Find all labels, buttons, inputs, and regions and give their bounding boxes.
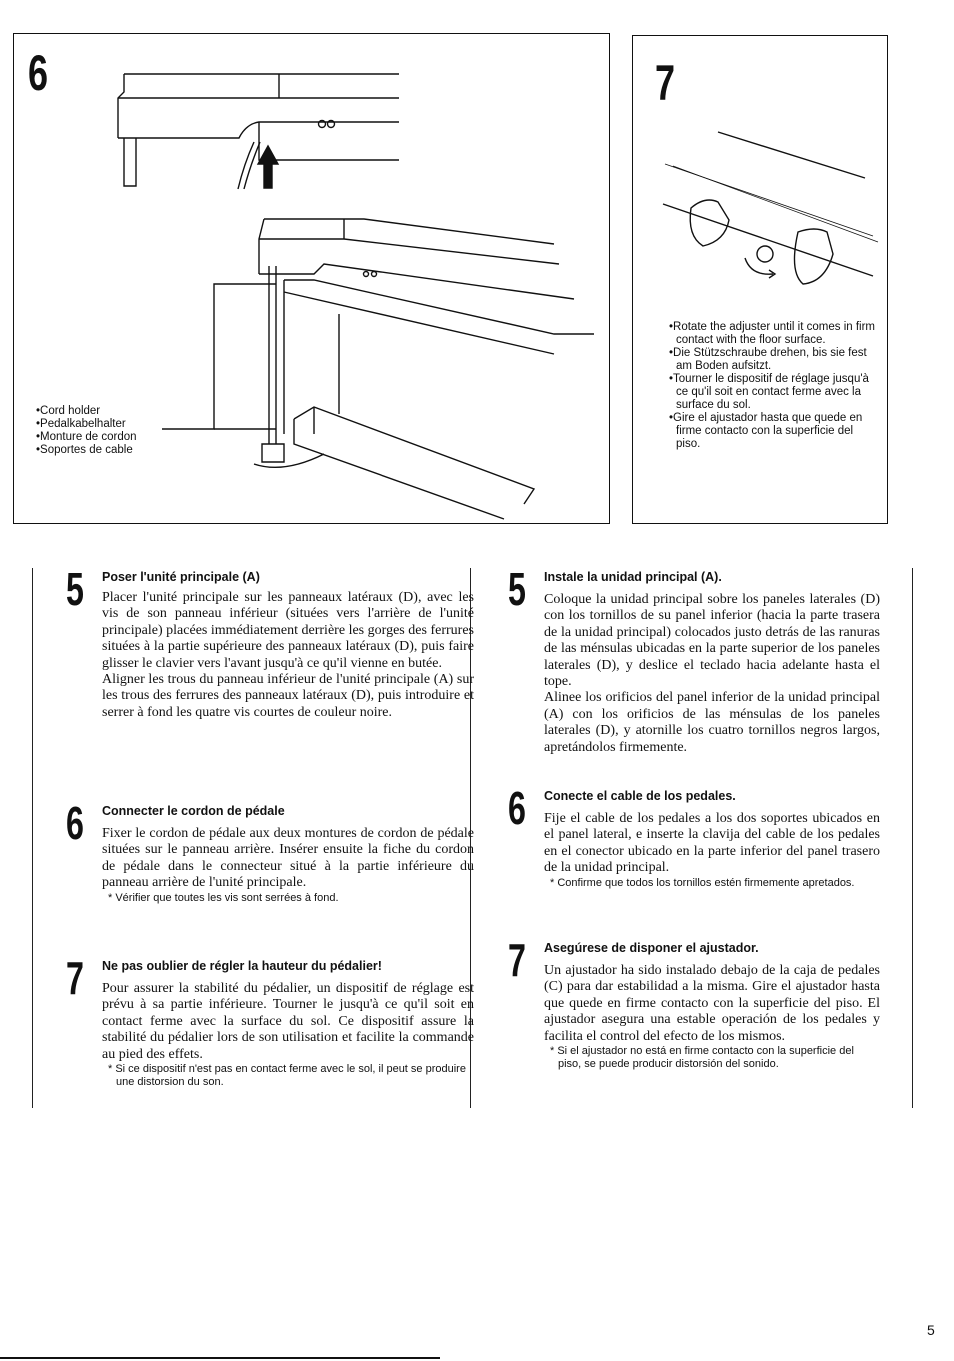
- paragraph: Fixer le cordon de pédale aux deux montures de cordon de pédale situées sur le panneau arrière. Insérer ensuite la fiche du cordon de pédale dans le connecteur situé à la partie inférieure du panneau arrière de l'unité principale.: [102, 826, 474, 891]
- instruction-spanish: •Gire el ajustador hasta que quede en firme contacto con la superficie del piso.: [669, 412, 863, 450]
- instruction-french: •Tourner le dispositif de réglage jusqu'à ce qu'il soit en contact ferme avec la surface du sol.: [669, 373, 869, 411]
- callout-line: •Pedalkabelhalter: [36, 418, 126, 430]
- step-number: 7: [508, 934, 526, 986]
- figure-7-number: 7: [655, 55, 676, 111]
- step-body: [102, 826, 474, 904]
- step-body: [102, 981, 474, 1088]
- step-heading: Asegúrese de disponer el ajustador.: [544, 941, 759, 955]
- footnote: * Confirme que todos los tornillos estén firmemente apretados.: [550, 876, 855, 889]
- step-number: 7: [66, 952, 84, 1004]
- step-number: 6: [508, 782, 526, 834]
- step-body: [544, 811, 880, 889]
- figure-6-number: 6: [28, 45, 49, 101]
- step-body: [102, 590, 474, 721]
- step-number: 5: [66, 563, 84, 615]
- cord-holder-callout: [36, 405, 137, 457]
- paragraph: Aligner les trous du panneau inférieur de l'unité principale (A) sur les trous des ferrures des panneaux latéraux (D), puis introduire et serrer à fond les quatre vis courtes de couleur noire.: [102, 672, 474, 720]
- step-heading: Poser l'unité principale (A): [102, 570, 260, 584]
- adjuster-instructions: [669, 321, 879, 451]
- callout-line: •Soportes de cable: [36, 444, 133, 456]
- step-number: 5: [508, 563, 526, 615]
- paragraph: Alinee los orificios del panel inferior de la unidad principal (A) con los orificios de las ménsulas de los paneles laterales (D), y atornille los cuatro tornillos negros largos, apretándolos firmemente.: [544, 690, 880, 755]
- step-heading: Connecter le cordon de pédale: [102, 804, 285, 818]
- callout-line: •Cord holder: [36, 405, 101, 417]
- figure-6: [13, 33, 610, 524]
- bottom-rule: [0, 1357, 440, 1359]
- callout-line: •Monture de cordon: [36, 431, 137, 443]
- paragraph: Pour assurer la stabilité du pédalier, un dispositif de réglage est prévu à sa partie inférieure. Tourner le jusqu'à ce qu'il soit en contact ferme avec la surface du sol. Ce dispositif assure la stabilité du pédalier lors de son utilisation et facilite la commande au pied des effets.: [102, 981, 474, 1062]
- step-number: 6: [66, 797, 84, 849]
- paragraph: Placer l'unité principale sur les panneaux latéraux (D), avec les vis de son panneau inférieur (situées vers l'arrière de l'unité principale) placées immédiatement derrière les gorges des ferrures situées à la partie supérieure des panneaux latéraux (D), puis faire glisser le clavier vers l'avant jusqu'à ce qu'il vienne en butée.: [102, 590, 474, 671]
- paragraph: Un ajustador ha sido instalado debajo de la caja de pedales (C) para dar estabilidad a la misma. Gire el ajustador hasta que quede en firme contacto con la superficie del piso. El ajustador asegura una estable operación de los pedales y facilita el control del efecto de los mismos.: [544, 963, 880, 1044]
- paragraph: Coloque la unidad principal sobre los paneles laterales (D) con los tornillos de su panel inferior (hacia la parte trasera de la unidad principal) colocados justo detrás de las ranuras de las ménsulas ubicadas en la parte superior de los paneles laterales (D), y deslice el teclado hacia adelante hasta el tope.: [544, 592, 880, 690]
- instruction-german: •Die Stützschraube drehen, bis sie fest am Boden aufsitzt.: [669, 347, 867, 372]
- column-rule: [912, 568, 913, 1108]
- figure-7: [632, 35, 888, 524]
- footnote: * Si el ajustador no está en firme contacto con la superficie del piso, se puede producir distorsión del sonido.: [550, 1045, 854, 1070]
- step-body: [544, 963, 880, 1070]
- step-body: [544, 592, 880, 756]
- paragraph: Fije el cable de los pedales a los dos soportes ubicados en el panel lateral, e inserte la clavija del cable de los pedales en el conector ubicado en la parte inferior del panel trasero de la unidad principal.: [544, 811, 880, 876]
- step-heading: Instale la unidad principal (A).: [544, 570, 722, 584]
- step-heading: Conecte el cable de los pedales.: [544, 789, 736, 803]
- footnote: * Si ce dispositif n'est pas en contact ferme avec le sol, il peut se produire une distorsion du son.: [108, 1063, 466, 1088]
- footnote: * Vérifier que toutes les vis sont serrées à fond.: [108, 891, 339, 904]
- step-heading: Ne pas oublier de régler la hauteur du pédalier!: [102, 959, 382, 973]
- page-number: 5: [927, 1322, 935, 1338]
- instruction-english: •Rotate the adjuster until it comes in firm contact with the floor surface.: [669, 321, 876, 346]
- column-rule: [32, 568, 33, 1108]
